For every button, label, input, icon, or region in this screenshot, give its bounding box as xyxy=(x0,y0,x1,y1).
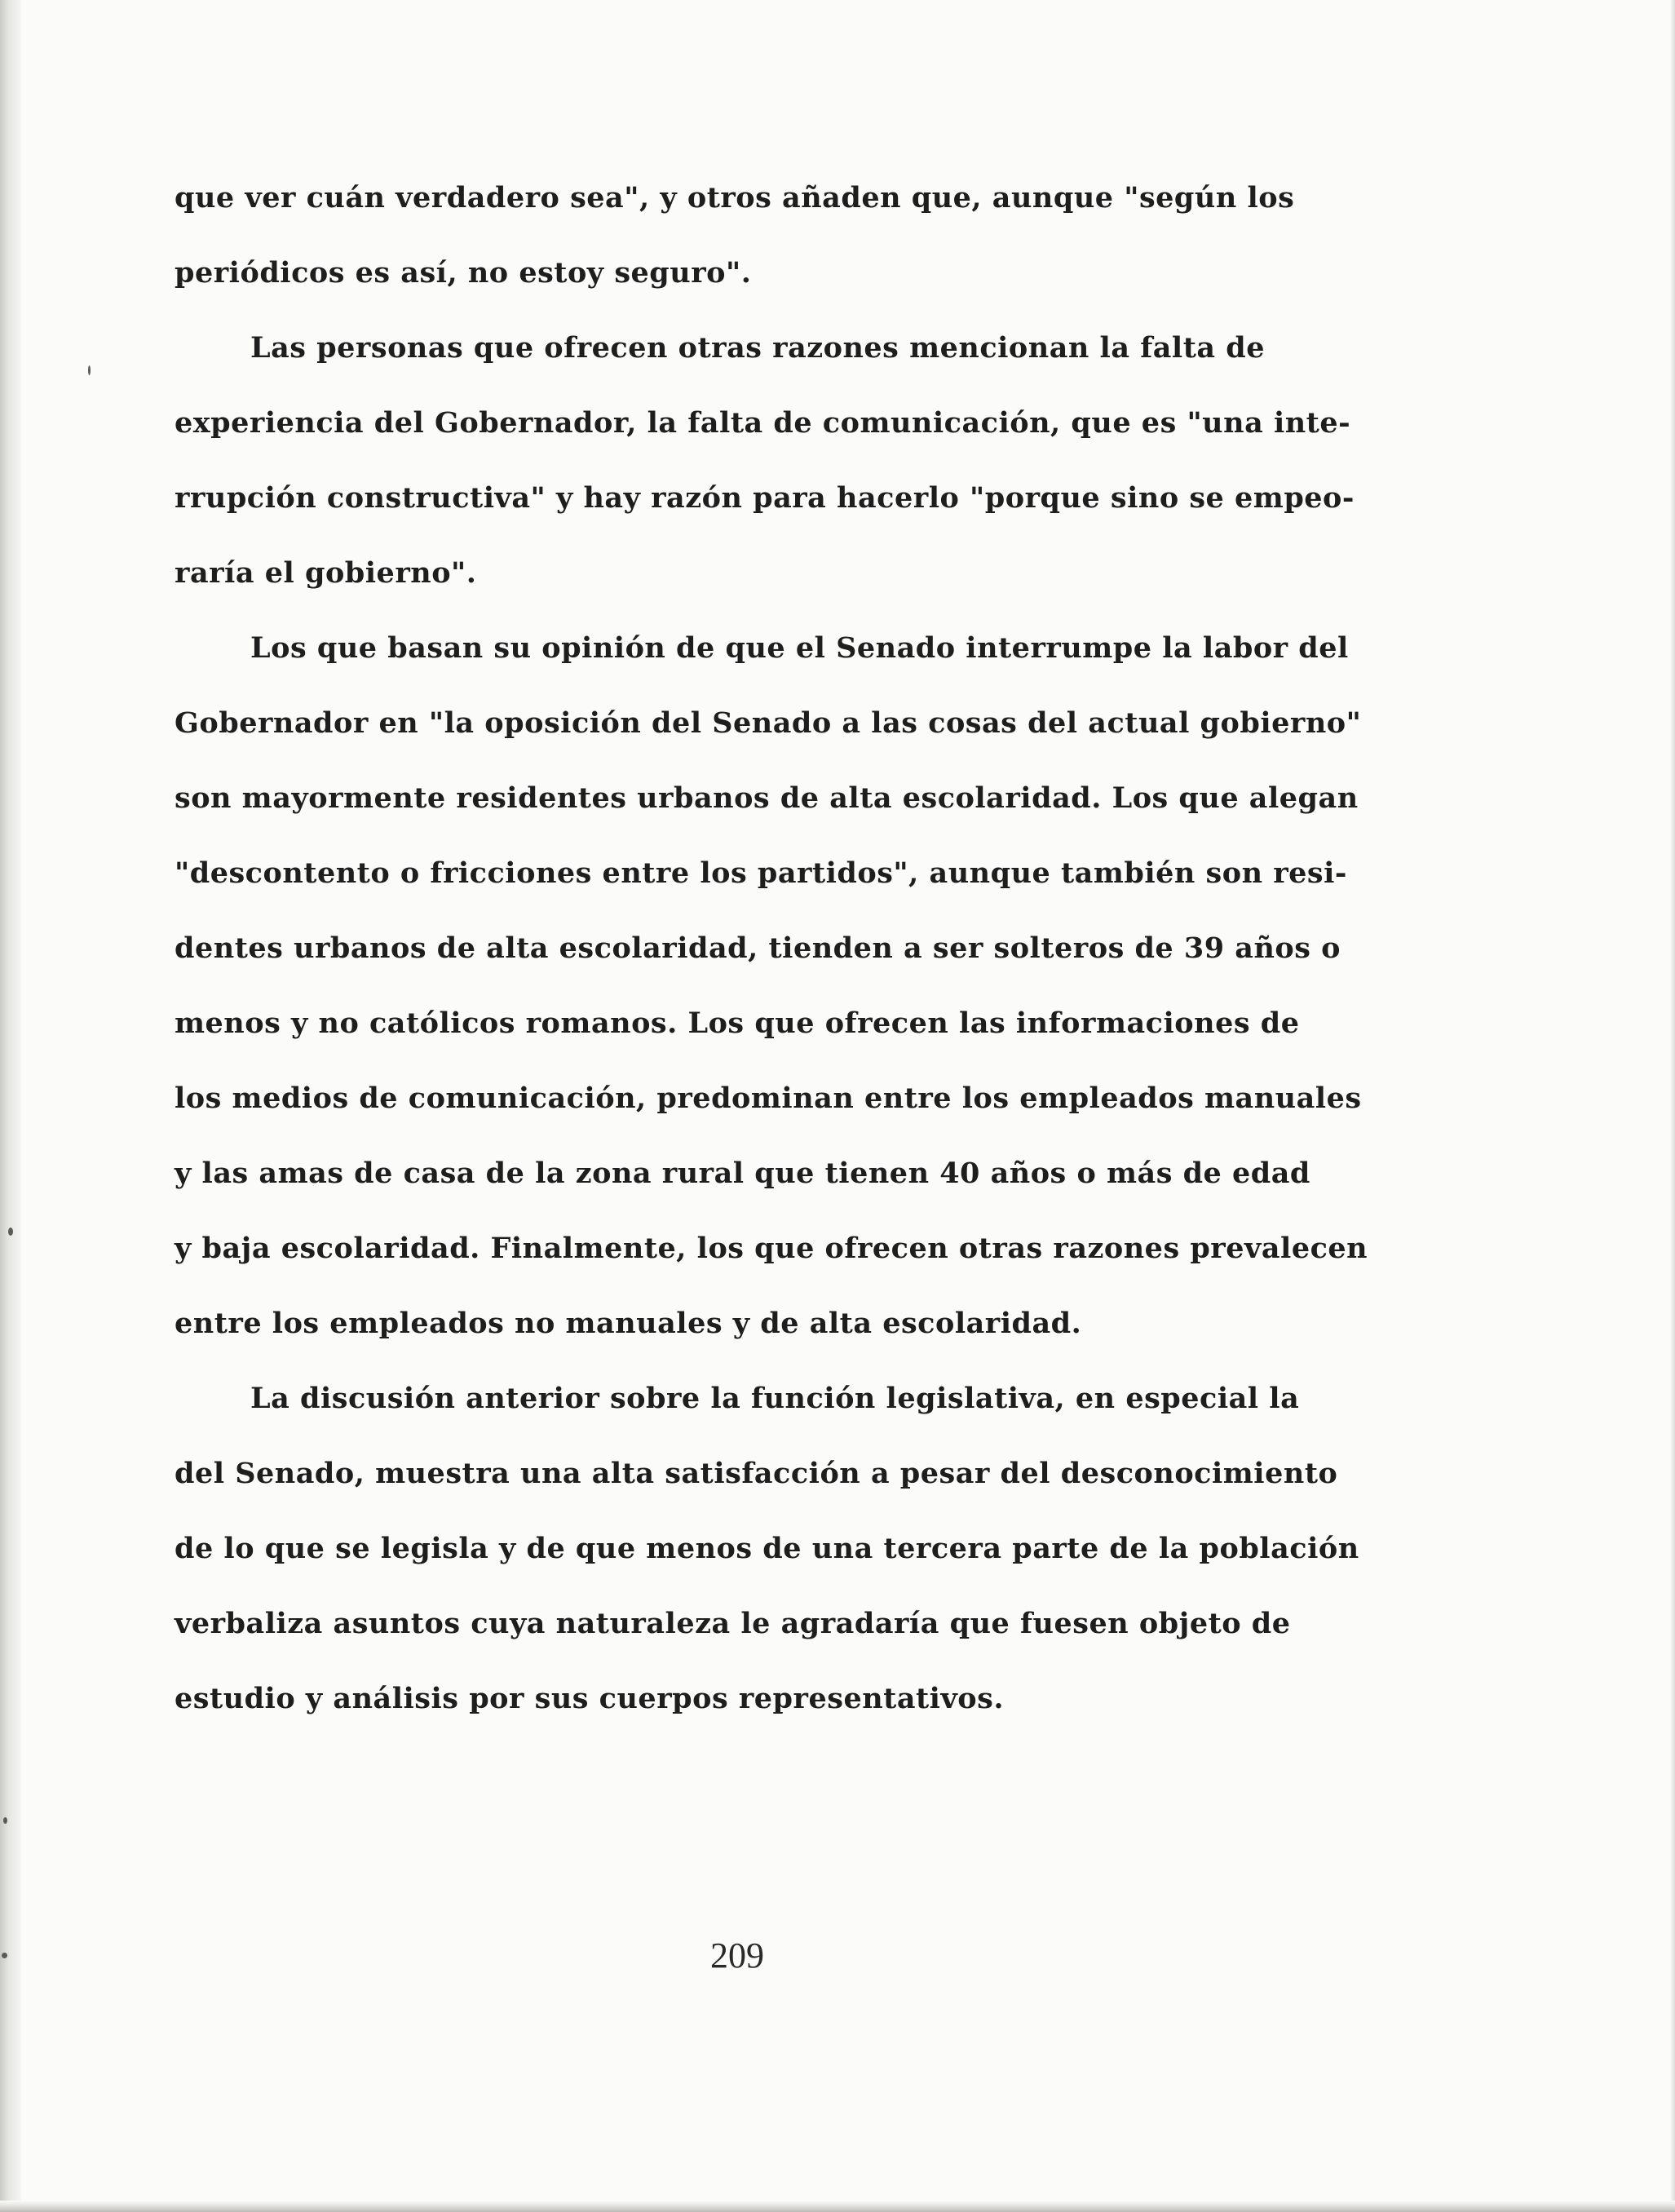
text-line: que ver cuán verdadero sea", y otros añaden que, aunque "según los xyxy=(175,181,1295,215)
text-line: "descontento o fricciones entre los partidos", aunque también son resi- xyxy=(175,856,1347,890)
text-line: Las personas que ofrecen otras razones mencionan la falta de xyxy=(250,331,1265,365)
text-line: periódicos es así, no estoy seguro". xyxy=(175,256,752,290)
text-line: Los que basan su opinión de que el Senado interrumpe la labor del xyxy=(250,631,1349,665)
scan-speck xyxy=(88,365,91,375)
text-line: Gobernador en "la oposición del Senado a las cosas del actual gobierno" xyxy=(175,706,1362,740)
page-number: 209 xyxy=(710,1936,764,1975)
text-line: experiencia del Gobernador, la falta de comunicación, que es "una inte- xyxy=(175,406,1351,440)
text-line: de lo que se legisla y de que menos de una tercera parte de la población xyxy=(175,1532,1359,1565)
text-line: dentes urbanos de alta escolaridad, tienden a ser solteros de 39 años o xyxy=(175,931,1341,965)
text-line: estudio y análisis por sus cuerpos representativos. xyxy=(175,1682,1005,1715)
text-line: los medios de comunicación, predominan entre los empleados manuales xyxy=(175,1082,1362,1115)
scan-shadow-right xyxy=(1670,0,1675,2212)
text-line: menos y no católicos romanos. Los que ofrecen las informaciones de xyxy=(175,1006,1300,1040)
scan-shadow-left xyxy=(0,0,21,2212)
text-line: rrupción constructiva" y hay razón para hacerlo "porque sino se empeo- xyxy=(175,481,1355,515)
text-line: del Senado, muestra una alta satisfacción a pesar del desconocimiento xyxy=(175,1457,1338,1490)
text-line: raría el gobierno". xyxy=(175,556,477,590)
text-line: La discusión anterior sobre la función legislativa, en especial la xyxy=(250,1382,1300,1415)
text-line: verbaliza asuntos cuya naturaleza le agradaría que fuesen objeto de xyxy=(175,1607,1291,1640)
scan-shadow-bottom xyxy=(0,2201,1675,2212)
text-line: y las amas de casa de la zona rural que tienen 40 años o más de edad xyxy=(175,1157,1310,1190)
text-line: entre los empleados no manuales y de alta escolaridad. xyxy=(175,1307,1082,1340)
text-line: son mayormente residentes urbanos de alta escolaridad. Los que alegan xyxy=(175,781,1359,815)
scan-speck xyxy=(3,1817,7,1824)
text-line: y baja escolaridad. Finalmente, los que ofrecen otras razones prevalecen xyxy=(175,1232,1368,1265)
scan-speck xyxy=(8,1228,13,1236)
